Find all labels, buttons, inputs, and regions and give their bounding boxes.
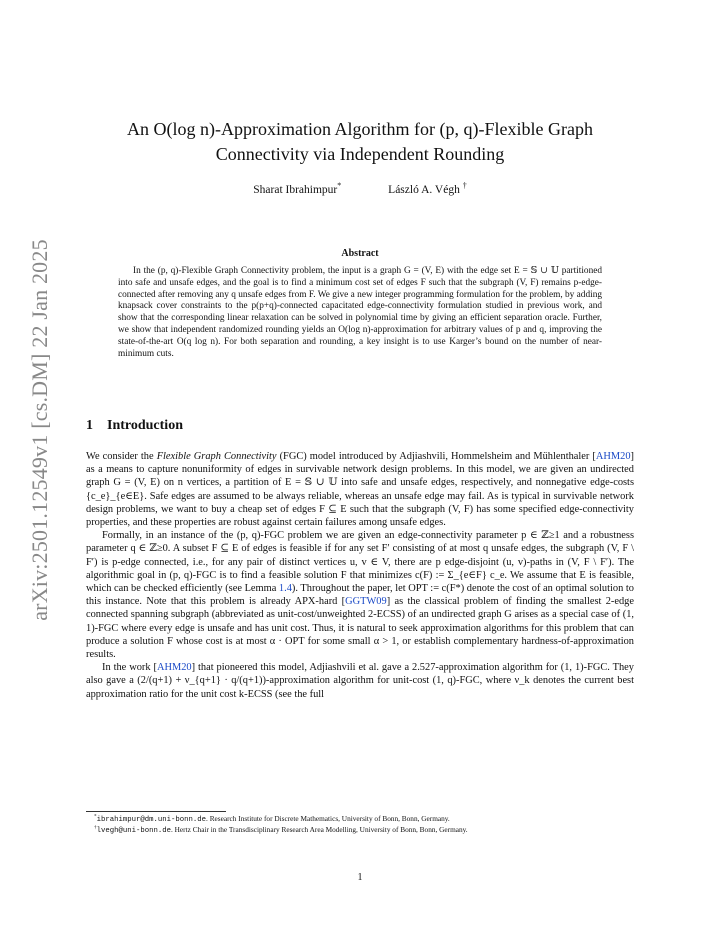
p1-text-b: (FGC) model introduced by Adjiashvili, Hommelsheim and Mühlenthaler [	[276, 451, 596, 462]
paragraph-3	[86, 661, 634, 701]
body-text	[86, 450, 634, 701]
author-1-name: Sharat Ibrahimpur	[253, 184, 338, 196]
footnote-2	[86, 825, 634, 836]
section-number: 1	[86, 418, 93, 433]
paper-title	[80, 117, 640, 167]
p1-text-a: We consider the	[86, 451, 157, 462]
abstract-text: In the (p, q)-Flexible Graph Connectivity problem, the input is a graph G = (V, E) with the edge set E = 𝕊 ∪ 𝕌 partitioned into safe and unsafe edges, and the goal is to find a minimum cost set of edges F such that the subgraph (V, F) remains p-edge-connected after removing any q unsafe edges from F. We give a new integer programming formulation for the problem, by adding knapsack cover constraints to the p(p+q)-connected capacitated edge-connectivity formulation studied in previous work, and show that the corresponding linear relaxation can be solved in polynomial time by giving an efficient separation oracle. Further, we show that independent randomized rounding yields an O(log n)-approximation for arbitrary values of p and q, improving the state-of-the-art O(q log n). For both separation and rounding, a key insight is to use Karger’s bound on the number of near-minimum cuts.	[118, 266, 602, 359]
paragraph-2	[86, 529, 634, 661]
author-2-mark: †	[462, 181, 467, 191]
footnote-1-text: . Research Institute for Discrete Mathematics, University of Bonn, Bonn, Germany.	[206, 814, 450, 823]
section-title: Introduction	[107, 418, 183, 433]
author-1	[253, 181, 342, 196]
title-line-1: An O(log n)-Approximation Algorithm for (p, q)-Flexible Graph	[127, 119, 593, 139]
paragraph-1	[86, 450, 634, 529]
citation-link[interactable]: AHM20	[156, 662, 192, 674]
footnote-divider	[86, 811, 226, 812]
author-list	[80, 181, 640, 196]
footnote-2-text: . Hertz Chair in the Transdisciplinary Research Area Modelling, University of Bonn, Bonn, Germany.	[171, 825, 468, 834]
abstract-heading: Abstract	[341, 248, 379, 259]
arxiv-sidebar-stamp	[10, 220, 70, 640]
page-number: 1	[357, 872, 363, 883]
author-2-name: László A. Végh	[388, 184, 460, 196]
title-line-2: Connectivity via Independent Rounding	[215, 144, 505, 164]
author-1-mark: *	[337, 181, 342, 191]
citation-link[interactable]: AHM20	[595, 451, 631, 462]
p2-text-a: Formally, in an instance of the (p, q)-FGC problem we are given an edge-connectivity parameter p ∈ ℤ≥1 and a robustness parameter q ∈ ℤ≥0. A subset F ⊆ E of edges is feasible if for any set F′ consisting of at most q unsafe edges, the subgraph (V, F \ F′) is p-edge connected, i.e., for any pair of distinct vertices u, v ∈ V, there are p edge-disjoint (u, v)-paths in (V, F \ F′). The algorithmic goal in (p, q)-FGC is to find a feasible solution F that minimizes c(F) := Σ_{e∈F} c_e. We assume that E is feasible, which can be checked efficiently (see Lemma	[86, 530, 634, 595]
footnote-1-mark: *	[94, 813, 97, 820]
abstract-block	[118, 266, 602, 360]
p1-emphasis: Flexible Graph Connectivity	[156, 451, 277, 462]
footnotes	[86, 814, 634, 836]
p1-text-c: ] as a means to capture nonuniformity of edges in survivable network design problems. In this model, we are given an undirected graph G = (V, E) on n vertices, a partition of E = 𝕊 ∪ 𝕌 into safe and unsafe edges, respectively, and nonnegative edge-costs {c_e}_{e∈E}. Safe edges are assumed to be always reliable, whereas an unsafe edge may fail. As is typical in survivable network design problems, we want to buy a cheap set of edges F ⊆ E such that the subgraph (V, F) has some specified edge-connectivity properties, and these properties are robust against certain failures among unsafe edges.	[86, 451, 634, 529]
section-heading	[86, 418, 183, 434]
p2-text-b: ). Throughout the paper, let OPT := c(F*) denote the cost of an optimal solution to this instance. Note that this problem is already APX-hard [	[86, 583, 634, 608]
arxiv-id: arXiv:2501.12549v1 [cs.DM] 22 Jan 2025	[27, 239, 52, 621]
author-2	[388, 181, 467, 196]
p2-text-c: ] as the classical problem of finding the smallest 2-edge connected spanning subgraph (abbreviated as unit-cost/unweighted 2-ECSS) of an undirected graph G arises as a special case of (1, 1)-FGC where every edge is unsafe and has unit cost. Thus, it is natural to seek approximation algorithms for this problem that can produce a solution F whose cost is at most α · OPT for some small α > 1, or establish complementary hardness-of-approximation results.	[86, 596, 634, 661]
footnote-2-mark: †	[94, 824, 97, 831]
p3-text-b: ] that pioneered this model, Adjiashvili et al. gave a 2.527-approximation algorithm for (1, 1)-FGC. They also gave a (2/(q+1) + ν_{q+1} · q/(q+1))-approximation algorithm for unit-cost (1, q)-FGC, where ν_k denotes the current best approximation ratio for the unit cost k-ECSS (see the full	[86, 662, 634, 700]
lemma-link[interactable]: 1.4	[278, 583, 292, 595]
citation-link[interactable]: GGTW09	[345, 596, 387, 608]
footnote-1-email[interactable]: ibrahimpur@dm.uni-bonn.de	[96, 816, 207, 824]
footnote-1	[86, 814, 634, 825]
footnote-2-email[interactable]: lvegh@uni-bonn.de	[96, 827, 172, 835]
p3-text-a: In the work [	[102, 662, 157, 674]
